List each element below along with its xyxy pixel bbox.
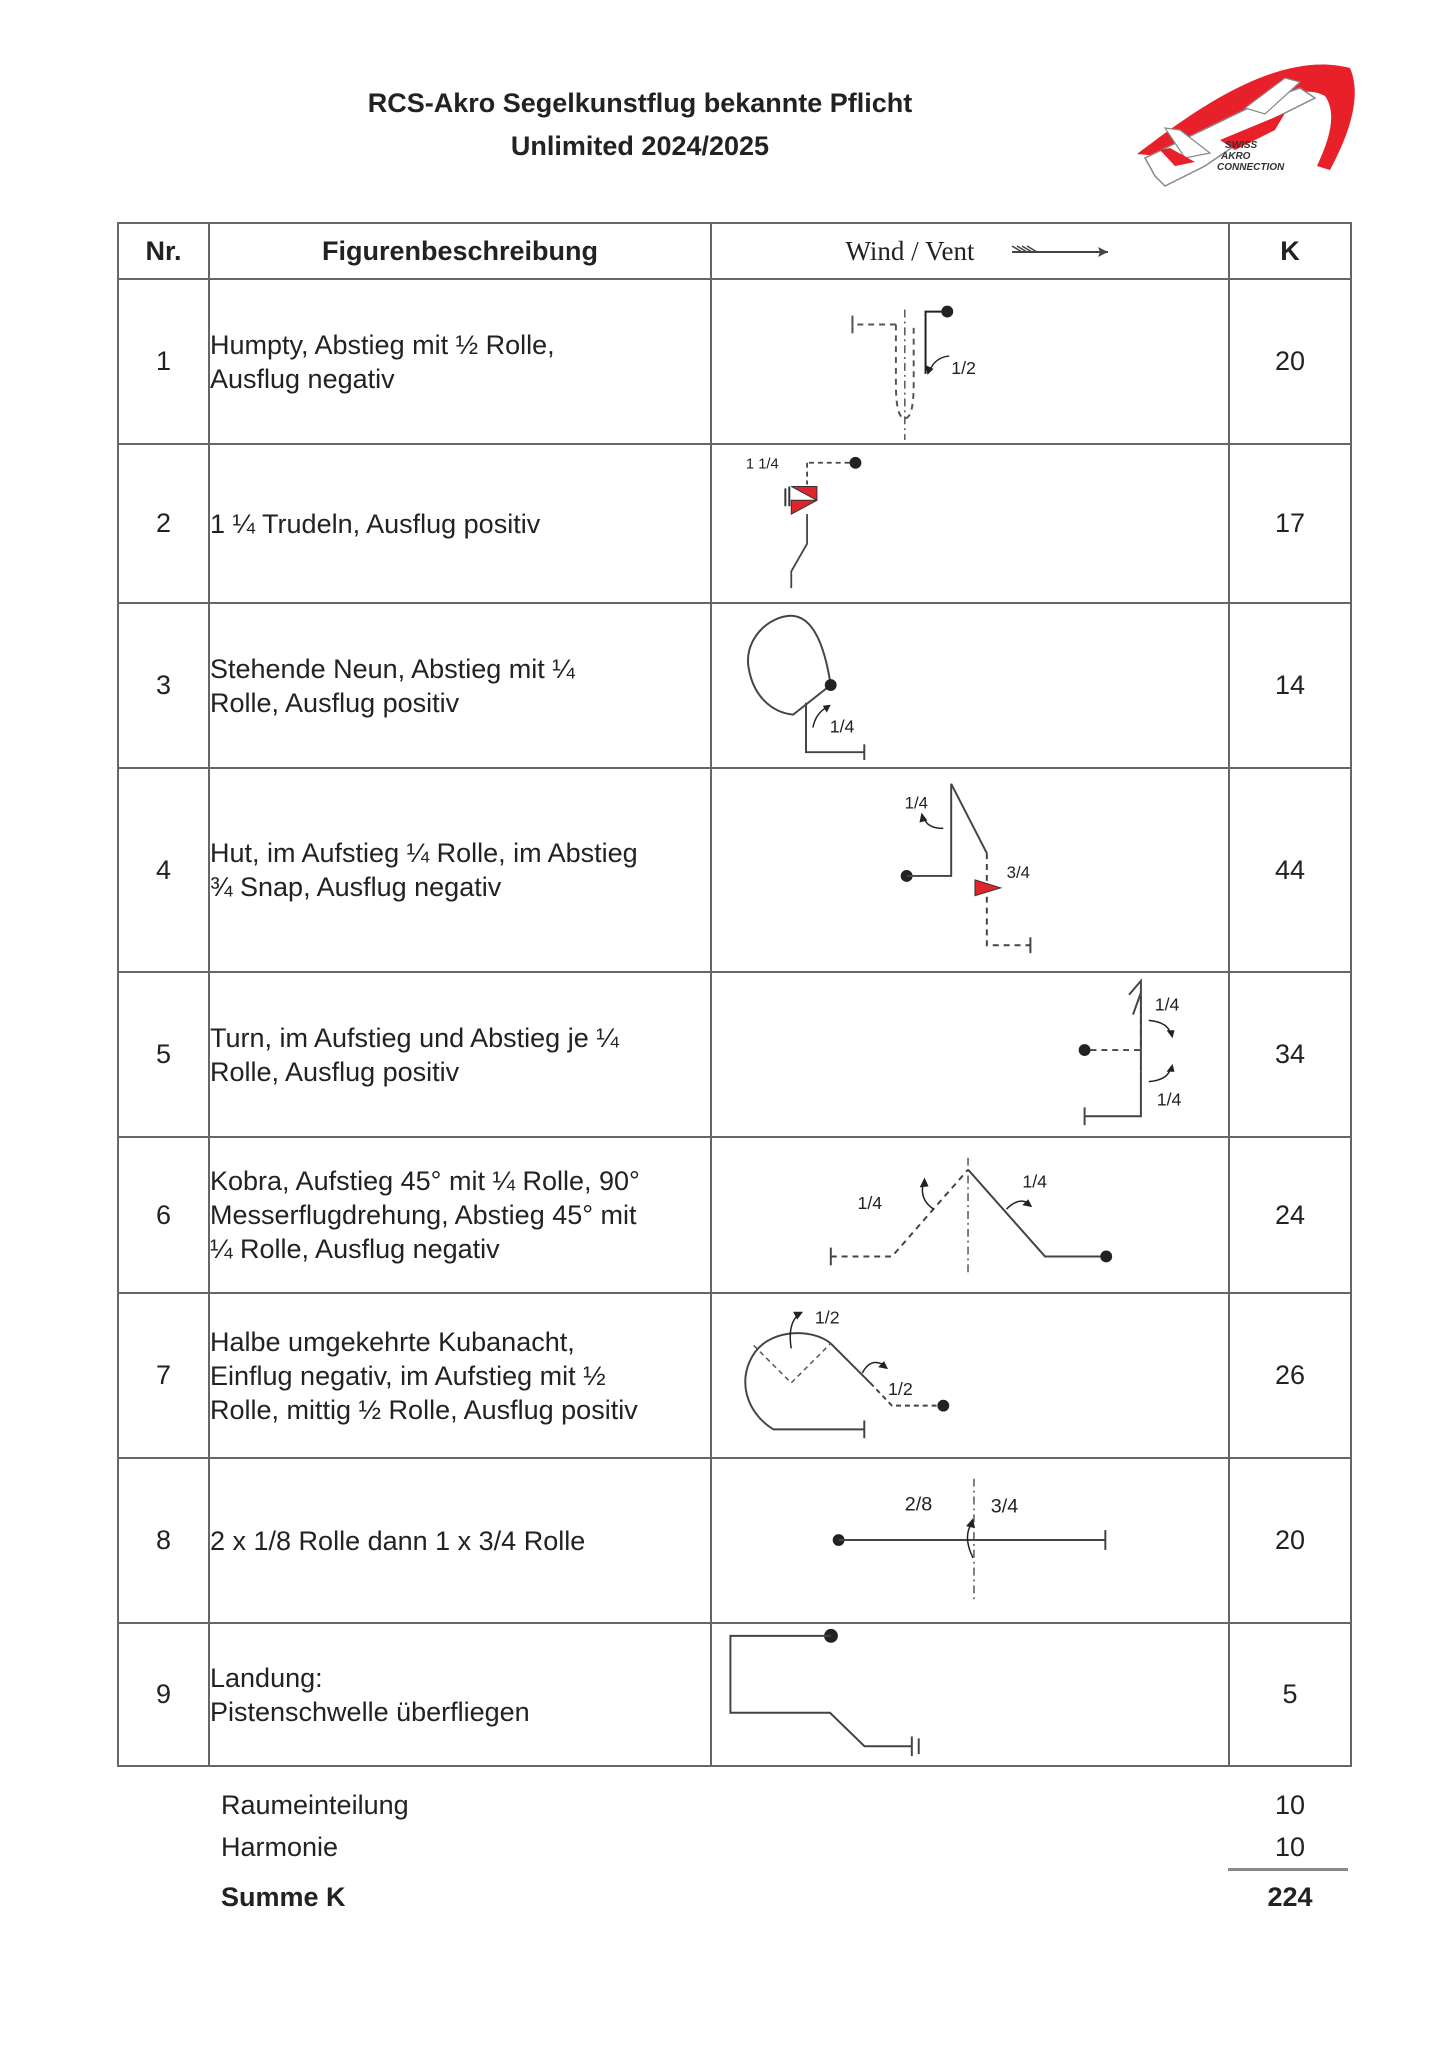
column-header-description: Figurenbeschreibung bbox=[209, 223, 711, 279]
table-row bbox=[118, 1293, 1351, 1458]
table-row bbox=[118, 1137, 1351, 1293]
svg-text:1/2: 1/2 bbox=[951, 357, 976, 378]
figure-diagram-stehende-neun bbox=[711, 603, 1229, 768]
summary-label-harmonie: Harmonie bbox=[221, 1832, 339, 1862]
row-number: 9 bbox=[118, 1623, 209, 1766]
row-number: 5 bbox=[118, 972, 209, 1137]
figure-diagram-hut bbox=[711, 768, 1229, 972]
column-header-nr: Nr. bbox=[118, 223, 209, 279]
svg-text:1/2: 1/2 bbox=[888, 1378, 913, 1399]
total-label: Summe K bbox=[221, 1882, 346, 1912]
row-number: 8 bbox=[118, 1458, 209, 1623]
figure-diagram-kubanacht bbox=[711, 1293, 1229, 1458]
figure-description: Humpty, Abstieg mit ½ Rolle, Ausflug negativ bbox=[209, 279, 711, 444]
figure-description: Hut, im Aufstieg ¼ Rolle, im Abstieg ¾ Snap, Ausflug negativ bbox=[209, 768, 711, 972]
svg-text:1/4: 1/4 bbox=[857, 1193, 883, 1214]
k-value: 44 bbox=[1229, 768, 1351, 972]
row-number: 3 bbox=[118, 603, 209, 768]
table-row bbox=[118, 1623, 1351, 1766]
table-row bbox=[118, 768, 1351, 972]
svg-text:3/4: 3/4 bbox=[990, 1495, 1019, 1518]
figure-description: Stehende Neun, Abstieg mit ¼ Rolle, Ausflug positiv bbox=[209, 603, 711, 768]
svg-text:1/4: 1/4 bbox=[904, 793, 929, 813]
summary-label-raumeinteilung: Raumeinteilung bbox=[221, 1790, 409, 1820]
table-row bbox=[118, 603, 1351, 768]
figure-description: Landung: Pistenschwelle überfliegen bbox=[209, 1623, 711, 1766]
svg-text:3/4: 3/4 bbox=[1006, 862, 1031, 882]
table-row bbox=[118, 279, 1351, 444]
row-number: 2 bbox=[118, 444, 209, 603]
figure-description: 1 ¼ Trudeln, Ausflug positiv bbox=[209, 444, 711, 603]
k-value: 20 bbox=[1229, 1458, 1351, 1623]
summary-value-raumeinteilung: 10 bbox=[1274, 1790, 1306, 1820]
figure-description: 2 x 1/8 Rolle dann 1 x 3/4 Rolle bbox=[209, 1458, 711, 1623]
logo-text-connection: CONNECTION bbox=[1217, 162, 1285, 173]
figure-diagram-landung bbox=[711, 1623, 1229, 1766]
total-value: 224 bbox=[1267, 1882, 1313, 1912]
row-number: 4 bbox=[118, 768, 209, 972]
k-value: 14 bbox=[1229, 603, 1351, 768]
k-value: 26 bbox=[1229, 1293, 1351, 1458]
figure-diagram-spin bbox=[711, 444, 1229, 603]
document-title: RCS-Akro Segelkunstflug bekannte Pflicht bbox=[367, 88, 913, 118]
swiss-akro-connection-logo bbox=[1125, 58, 1360, 198]
svg-text:1/4: 1/4 bbox=[1154, 994, 1180, 1015]
svg-text:1/4: 1/4 bbox=[1022, 1171, 1048, 1192]
svg-text:1/4: 1/4 bbox=[829, 716, 855, 737]
logo-text-swiss: SWISS bbox=[1225, 140, 1258, 151]
logo-text-akro: AKRO bbox=[1221, 151, 1251, 162]
svg-text:1 1/4: 1 1/4 bbox=[745, 456, 779, 473]
logo-graphic bbox=[1125, 58, 1360, 198]
figure-diagram-turn bbox=[711, 972, 1229, 1137]
row-number: 6 bbox=[118, 1137, 209, 1293]
table-row bbox=[118, 444, 1351, 603]
sum-divider bbox=[1228, 1868, 1348, 1871]
figure-diagram-kobra bbox=[711, 1137, 1229, 1293]
row-number: 7 bbox=[118, 1293, 209, 1458]
wind-arrow-icon bbox=[1008, 242, 1118, 262]
k-value: 34 bbox=[1229, 972, 1351, 1137]
k-value: 24 bbox=[1229, 1137, 1351, 1293]
k-value: 20 bbox=[1229, 279, 1351, 444]
figures-table bbox=[117, 222, 1352, 1767]
figure-diagram-humpty bbox=[711, 279, 1229, 444]
table-row bbox=[118, 972, 1351, 1137]
summary-value-harmonie: 10 bbox=[1274, 1832, 1306, 1862]
row-number: 1 bbox=[118, 279, 209, 444]
column-header-wind bbox=[711, 223, 1229, 279]
document-subtitle: Unlimited 2024/2025 bbox=[510, 131, 770, 161]
figure-description: Kobra, Aufstieg 45° mit ¼ Rolle, 90° Messerflugdrehung, Abstieg 45° mit ¼ Rolle, Ausflug negativ bbox=[209, 1137, 711, 1293]
svg-text:1/2: 1/2 bbox=[814, 1307, 840, 1328]
table-row bbox=[118, 1458, 1351, 1623]
table-header-row bbox=[118, 223, 1351, 279]
figure-description: Halbe umgekehrte Kubanacht, Einflug negativ, im Aufstieg mit ½ Rolle, mittig ½ Rolle, Ausflug positiv bbox=[209, 1293, 711, 1458]
svg-text:2/8: 2/8 bbox=[904, 1493, 933, 1516]
wind-label: Wind / Vent bbox=[845, 235, 975, 266]
figure-diagram-rollen bbox=[711, 1458, 1229, 1623]
k-value: 5 bbox=[1229, 1623, 1351, 1766]
column-header-k: K bbox=[1229, 223, 1351, 279]
svg-text:1/4: 1/4 bbox=[1156, 1089, 1182, 1110]
k-value: 17 bbox=[1229, 444, 1351, 603]
figure-description: Turn, im Aufstieg und Abstieg je ¼ Rolle, Ausflug positiv bbox=[209, 972, 711, 1137]
